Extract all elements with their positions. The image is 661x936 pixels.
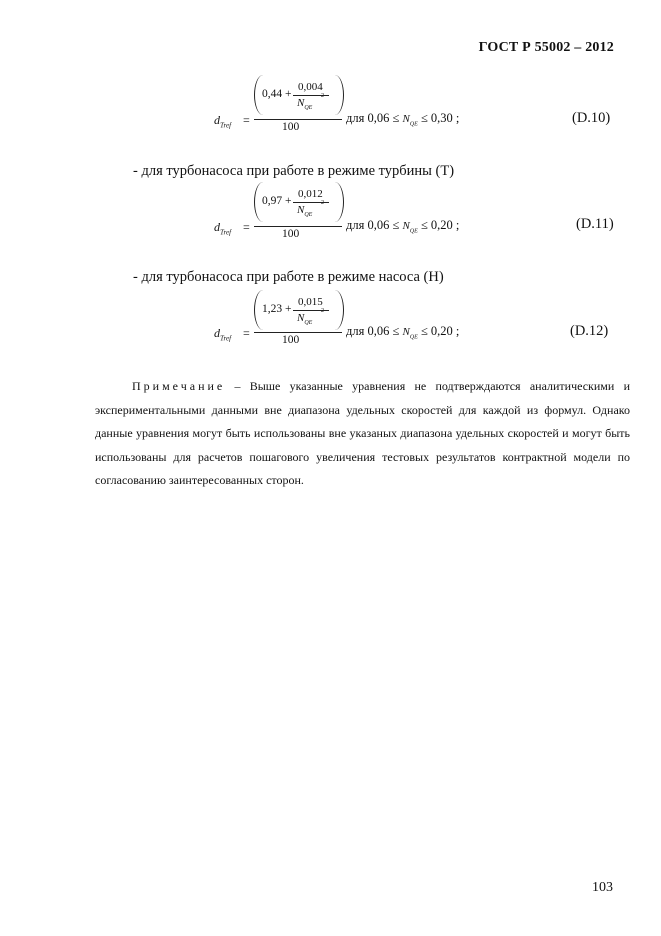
equals-sign: = bbox=[243, 326, 250, 340]
formula-d10 bbox=[214, 75, 484, 155]
exponent: 2 bbox=[321, 93, 324, 99]
equation-number: (D.10) bbox=[572, 110, 611, 126]
inner-fraction-denominator: $N_{QE}$ bbox=[297, 204, 313, 219]
equation-number: (D.11) bbox=[576, 216, 614, 232]
main-fraction-bar bbox=[254, 119, 342, 120]
formula-d12 bbox=[214, 290, 484, 370]
inner-fraction-numerator: 0,004 bbox=[298, 81, 323, 93]
formula-condition: для $0,06 \le N_{QE} \le 0,30$ ; bbox=[346, 111, 460, 128]
formula-intro: - для турбонасоса при работе в режиме турбины (Т) bbox=[133, 163, 455, 179]
formula-denominator: 100 bbox=[282, 121, 300, 133]
note-text: – Выше указанные уравнения не подтверждаются аналитическими и экспериментальными данными вне диапазона удельных скоростей для каждой из формул. Однако данные уравнения могут быть использованы вне указаных диапазона удельных скоростей и могут быть использованы для расчетов пошагового увеличения тестовых результатов контрактной модели по согласованию заинтересованных сторон. bbox=[95, 379, 630, 487]
formula-numerator bbox=[254, 290, 344, 330]
note-paragraph bbox=[95, 375, 630, 493]
note-label: Примечание bbox=[132, 379, 226, 393]
document-header: ГОСТ Р 55002 – 2012 bbox=[478, 40, 614, 55]
formula-numerator bbox=[254, 75, 344, 115]
equals-sign: = bbox=[243, 220, 250, 234]
formula-d11 bbox=[214, 182, 484, 262]
numerator-constant: 0,97 + bbox=[262, 195, 292, 207]
main-fraction-bar bbox=[254, 332, 342, 333]
exponent: 2 bbox=[321, 200, 324, 206]
numerator-constant: 1,23 + bbox=[262, 303, 292, 315]
formula-condition: для $0,06 \le N_{QE} \le 0,20$ ; bbox=[346, 324, 460, 341]
numerator-constant: 0,44 + bbox=[262, 88, 292, 100]
inner-fraction-denominator: $N_{QE}$ bbox=[297, 312, 313, 327]
inner-fraction-numerator: 0,012 bbox=[298, 188, 323, 200]
formula-intro: - для турбонасоса при работе в режиме насоса (Н) bbox=[133, 269, 444, 285]
main-fraction-bar bbox=[254, 226, 342, 227]
page-number: 103 bbox=[592, 880, 613, 895]
equation-number: (D.12) bbox=[570, 323, 609, 339]
formula-denominator: 100 bbox=[282, 228, 300, 240]
formula-numerator bbox=[254, 182, 344, 222]
exponent: 2 bbox=[321, 308, 324, 314]
inner-fraction-numerator: 0,015 bbox=[298, 296, 323, 308]
inner-fraction-denominator: $N_{QE}$ bbox=[297, 97, 313, 112]
formula-symbol: $d_{Tref}$ bbox=[214, 113, 232, 130]
formula-condition: для $0,06 \le N_{QE} \le 0,20$ ; bbox=[346, 218, 460, 235]
formula-symbol: $d_{Tref}$ bbox=[214, 326, 232, 343]
formula-symbol: $d_{Tref}$ bbox=[214, 220, 232, 237]
equals-sign: = bbox=[243, 113, 250, 127]
formula-denominator: 100 bbox=[282, 334, 300, 346]
